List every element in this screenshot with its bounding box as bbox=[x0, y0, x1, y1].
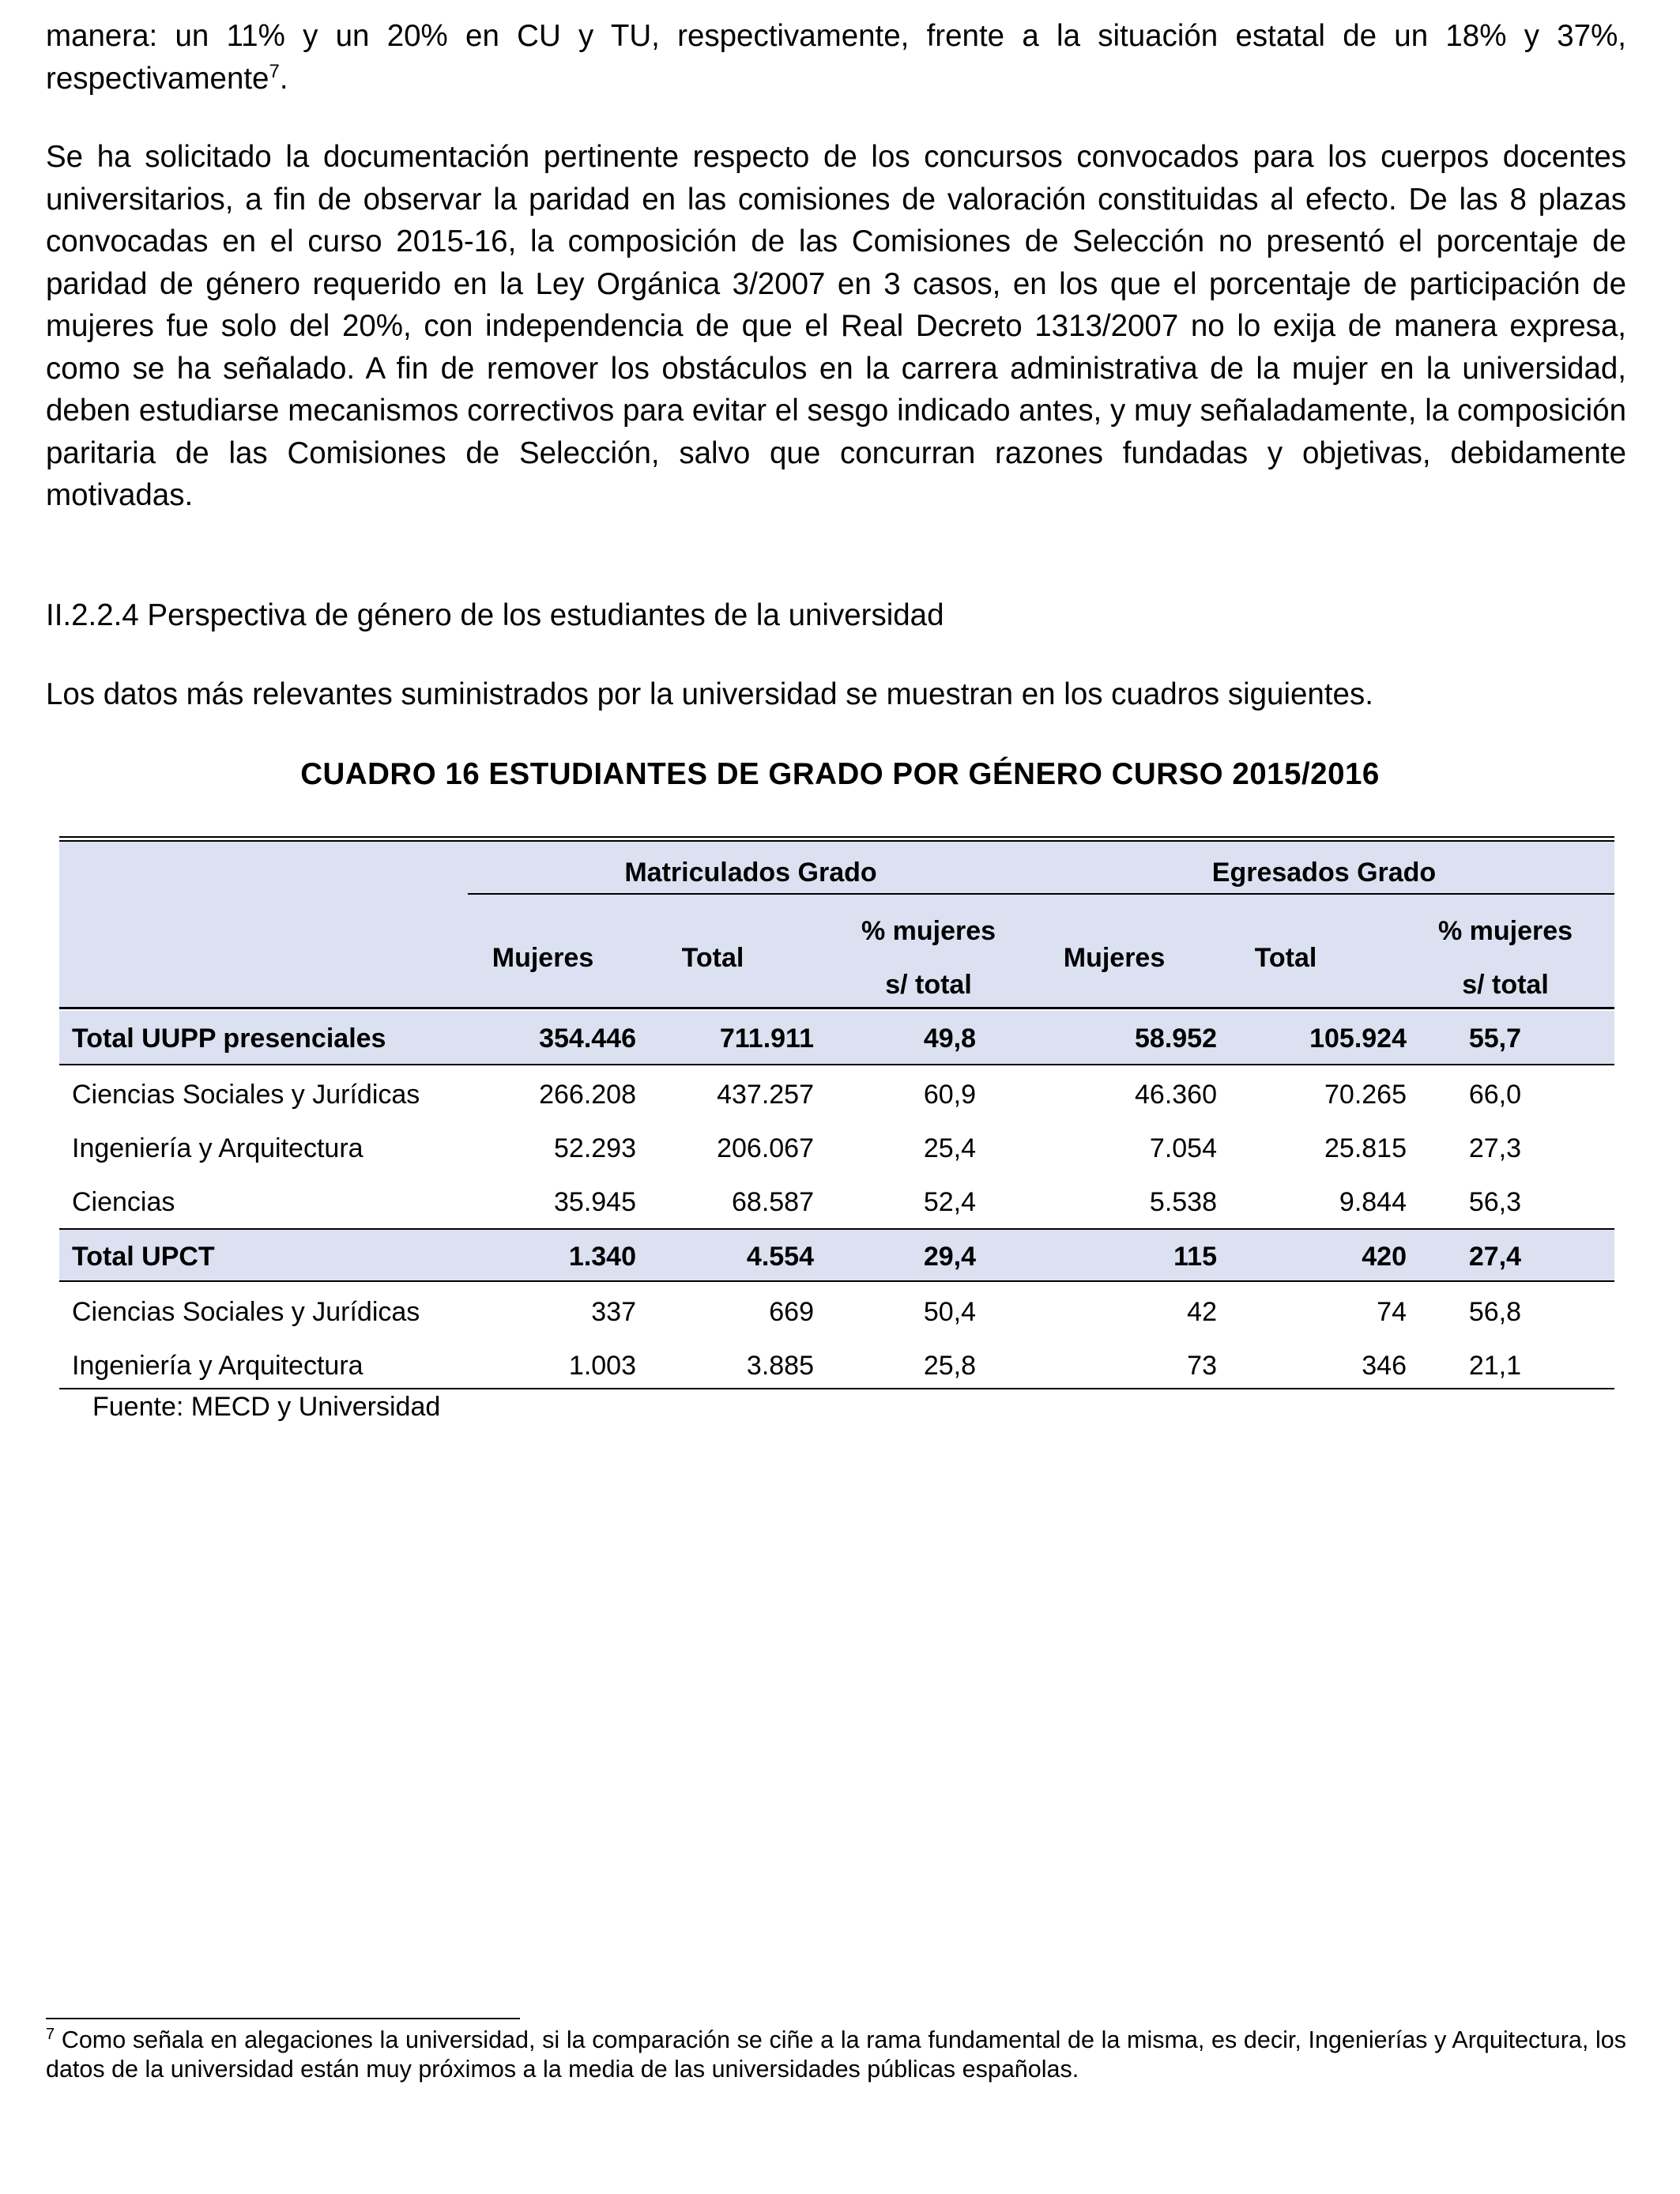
row-label: Ingeniería y Arquitectura bbox=[72, 1133, 363, 1163]
cell-mat-pct: 25,8 bbox=[923, 1351, 976, 1381]
paragraph-text: manera: un 11% y un 20% en CU y TU, respectivamente, frente a la situación estatal de un 18% y 37%, respectivamente bbox=[46, 19, 1626, 96]
cell-egr-total: 70.265 bbox=[1324, 1080, 1407, 1110]
group-header-egresados: Egresados Grado bbox=[1211, 858, 1437, 888]
table-bottom-rule bbox=[59, 1388, 1614, 1389]
cell-mat-pct: 49,8 bbox=[923, 1023, 976, 1054]
row-label: Ingeniería y Arquitectura bbox=[72, 1351, 363, 1381]
row-rule-1 bbox=[59, 1064, 1614, 1065]
cell-mat-mujeres: 266.208 bbox=[539, 1080, 636, 1110]
cell-egr-total: 25.815 bbox=[1324, 1133, 1407, 1163]
cell-egr-pct: 66,0 bbox=[1468, 1080, 1521, 1110]
row-label: Total UPCT bbox=[72, 1242, 215, 1272]
row-label: Total UUPP presenciales bbox=[72, 1023, 386, 1054]
row-rule-2 bbox=[59, 1228, 1614, 1230]
col-header-pct: % mujeres bbox=[861, 916, 996, 946]
table-top-rule-2 bbox=[59, 840, 1614, 842]
col-header-total: Total bbox=[1254, 943, 1317, 973]
cell-egr-pct: 55,7 bbox=[1468, 1023, 1521, 1054]
cell-mat-pct: 50,4 bbox=[923, 1297, 976, 1327]
cell-mat-mujeres: 337 bbox=[591, 1297, 636, 1327]
cell-egr-mujeres: 115 bbox=[1173, 1242, 1217, 1272]
cell-egr-total: 346 bbox=[1362, 1351, 1407, 1381]
cell-mat-pct: 52,4 bbox=[923, 1187, 976, 1217]
footnote bbox=[46, 2026, 1626, 2084]
section-heading: II.2.2.4 Perspectiva de género de los estudiantes de la universidad bbox=[46, 598, 944, 632]
cell-mat-mujeres: 1.340 bbox=[568, 1242, 636, 1272]
table-top-rule bbox=[59, 836, 1614, 838]
table-source: Fuente: MECD y Universidad bbox=[92, 1392, 441, 1422]
cell-egr-pct: 56,8 bbox=[1468, 1297, 1521, 1327]
group-header-matriculados: Matriculados Grado bbox=[624, 858, 877, 888]
col-header-pct-total: s/ total bbox=[885, 970, 972, 1000]
cell-mat-mujeres: 52.293 bbox=[554, 1133, 636, 1163]
col-header-mujeres: Mujeres bbox=[492, 943, 594, 973]
cell-mat-mujeres: 35.945 bbox=[554, 1187, 636, 1217]
cell-mat-total: 3.885 bbox=[746, 1351, 814, 1381]
col-header-pct: % mujeres bbox=[1437, 916, 1573, 946]
cell-mat-total: 206.067 bbox=[717, 1133, 814, 1163]
cell-egr-total: 105.924 bbox=[1309, 1023, 1407, 1054]
cell-egr-mujeres: 5.538 bbox=[1149, 1187, 1217, 1217]
cell-mat-pct: 60,9 bbox=[923, 1080, 976, 1110]
cell-egr-pct: 27,3 bbox=[1468, 1133, 1521, 1163]
footnote-separator bbox=[46, 2018, 520, 2019]
col-header-total: Total bbox=[681, 943, 744, 973]
students-table bbox=[59, 836, 1614, 1389]
footnote-reference[interactable]: 7 bbox=[269, 60, 280, 82]
col-header-pct-total: s/ total bbox=[1462, 970, 1549, 1000]
cell-egr-pct: 27,4 bbox=[1468, 1242, 1521, 1272]
cell-egr-mujeres: 46.360 bbox=[1135, 1080, 1217, 1110]
col-header-mujeres: Mujeres bbox=[1063, 943, 1166, 973]
footnote-text: Como señala en alegaciones la universidad, si la comparación se ciñe a la rama fundamental de la misma, es decir, Ingenierías y Arquitectura, los datos de la universidad están muy próximos a la media de las universidades públicas españolas. bbox=[46, 2026, 1626, 2083]
row-rule-3 bbox=[59, 1280, 1614, 1282]
group-rule-matriculados bbox=[468, 893, 1034, 895]
paragraph-end: . bbox=[279, 61, 288, 96]
cell-mat-total: 669 bbox=[769, 1297, 814, 1327]
cell-egr-mujeres: 58.952 bbox=[1135, 1023, 1217, 1054]
paragraph-continuation bbox=[46, 15, 1626, 100]
cell-egr-mujeres: 73 bbox=[1187, 1351, 1217, 1381]
footnote-number: 7 bbox=[46, 2025, 55, 2043]
intro-paragraph: Los datos más relevantes suministrados por la universidad se muestran en los cuadros siguientes. bbox=[46, 677, 1373, 711]
row-label: Ciencias bbox=[72, 1187, 175, 1217]
row-label: Ciencias Sociales y Jurídicas bbox=[72, 1080, 420, 1110]
cell-mat-pct: 29,4 bbox=[923, 1242, 976, 1272]
cell-mat-mujeres: 1.003 bbox=[568, 1351, 636, 1381]
header-bottom-rule bbox=[59, 1007, 1614, 1009]
paragraph-selection-committees: Se ha solicitado la documentación pertinente respecto de los concursos convocados para los cuerpos docentes universitarios, a fin de observar la paridad en las comisiones de valoración constituidas al efecto. De las 8 plazas convocadas en el curso 2015-16, la composición de las Comisiones de Selección no presentó el porcentaje de paridad de género requerido en la Ley Orgánica 3/2007 en 3 casos, en los que el porcentaje de participación de mujeres fue solo del 20%, con independencia de que el Real Decreto 1313/2007 no lo exija de manera expresa, como se ha señalado. A fin de remover los obstáculos en la carrera administrativa de la mujer en la universidad, deben estudiarse mecanismos correctivos para evitar el sesgo indicado antes, y muy señaladamente, la composición paritaria de las Comisiones de Selección, salvo que concurran razones fundadas y objetivas, debidamente motivadas. bbox=[46, 140, 1626, 512]
row-label: Ciencias Sociales y Jurídicas bbox=[72, 1297, 420, 1327]
cell-mat-total: 68.587 bbox=[732, 1187, 814, 1217]
group-rule-egresados bbox=[1034, 893, 1614, 895]
cell-egr-pct: 56,3 bbox=[1468, 1187, 1521, 1217]
table-title: CUADRO 16 ESTUDIANTES DE GRADO POR GÉNERO CURSO 2015/2016 bbox=[300, 757, 1380, 791]
cell-mat-total: 711.911 bbox=[719, 1023, 814, 1054]
cell-mat-total: 437.257 bbox=[717, 1080, 814, 1110]
cell-mat-pct: 25,4 bbox=[923, 1133, 976, 1163]
cell-egr-pct: 21,1 bbox=[1468, 1351, 1521, 1381]
cell-mat-mujeres: 354.446 bbox=[539, 1023, 636, 1054]
cell-egr-mujeres: 42 bbox=[1187, 1297, 1217, 1327]
cell-egr-mujeres: 7.054 bbox=[1149, 1133, 1217, 1163]
cell-mat-total: 4.554 bbox=[746, 1242, 814, 1272]
cell-egr-total: 74 bbox=[1377, 1297, 1407, 1327]
cell-egr-total: 9.844 bbox=[1339, 1187, 1407, 1217]
cell-egr-total: 420 bbox=[1362, 1242, 1407, 1272]
